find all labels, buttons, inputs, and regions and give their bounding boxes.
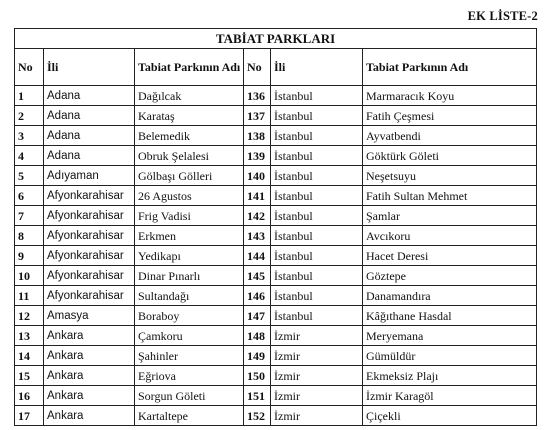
cell-park-name: Gölbaşı Gölleri: [135, 166, 244, 186]
cell-park-name-2: Marmaracık Koyu: [363, 86, 537, 106]
cell-park-name: Sultandağı: [135, 286, 244, 306]
cell-no-2: 139: [244, 146, 271, 166]
cell-ili: Ankara: [44, 346, 135, 366]
cell-ili-2: İstanbul: [271, 246, 363, 266]
table-row: [15, 106, 537, 126]
table-row: [15, 146, 537, 166]
cell-park-name: Dağılcak: [135, 86, 244, 106]
cell-ili: Ankara: [44, 386, 135, 406]
table-header-row: [15, 49, 537, 86]
cell-no: 10: [15, 266, 44, 286]
cell-ili: Amasya: [44, 306, 135, 326]
cell-ili: Adıyaman: [44, 166, 135, 186]
cell-no: 6: [15, 186, 44, 206]
cell-no-2: 142: [244, 206, 271, 226]
cell-park-name: Boraboy: [135, 306, 244, 326]
cell-park-name-2: Fatih Çeşmesi: [363, 106, 537, 126]
cell-no: 12: [15, 306, 44, 326]
cell-park-name-2: Gümüldür: [363, 346, 537, 366]
table-row: [15, 86, 537, 106]
cell-ili: Afyonkarahisar: [44, 286, 135, 306]
cell-ili-2: İzmir: [271, 386, 363, 406]
cell-no: 4: [15, 146, 44, 166]
cell-ili: Afyonkarahisar: [44, 266, 135, 286]
cell-no: 15: [15, 366, 44, 386]
cell-ili-2: İstanbul: [271, 206, 363, 226]
cell-no-2: 146: [244, 286, 271, 306]
cell-ili: Ankara: [44, 366, 135, 386]
cell-park-name-2: Avcıkoru: [363, 226, 537, 246]
table-row: [15, 366, 537, 386]
table-row: [15, 126, 537, 146]
cell-ili-2: İstanbul: [271, 86, 363, 106]
table-row: [15, 306, 537, 326]
cell-no-2: 150: [244, 366, 271, 386]
cell-park-name-2: Göztepe: [363, 266, 537, 286]
cell-no-2: 147: [244, 306, 271, 326]
cell-no: 9: [15, 246, 44, 266]
cell-park-name: Obruk Şelalesi: [135, 146, 244, 166]
cell-park-name-2: Hacet Deresi: [363, 246, 537, 266]
cell-no-2: 152: [244, 406, 271, 426]
table-title-row: [15, 29, 537, 49]
cell-ili: Adana: [44, 86, 135, 106]
cell-ili-2: İstanbul: [271, 266, 363, 286]
cell-ili-2: İstanbul: [271, 166, 363, 186]
cell-park-name: Sorgun Göleti: [135, 386, 244, 406]
cell-no-2: 145: [244, 266, 271, 286]
cell-ili-2: İstanbul: [271, 106, 363, 126]
header-ili-2: İli: [271, 49, 363, 86]
cell-park-name: Erkmen: [135, 226, 244, 246]
cell-park-name: Belemedik: [135, 126, 244, 146]
cell-ili: Afyonkarahisar: [44, 186, 135, 206]
cell-no-2: 138: [244, 126, 271, 146]
cell-no: 11: [15, 286, 44, 306]
table-row: [15, 166, 537, 186]
cell-no-2: 140: [244, 166, 271, 186]
cell-ili-2: İstanbul: [271, 126, 363, 146]
cell-no-2: 151: [244, 386, 271, 406]
cell-no: 2: [15, 106, 44, 126]
cell-no-2: 149: [244, 346, 271, 366]
cell-park-name-2: Ekmeksiz Plajı: [363, 366, 537, 386]
table-row: [15, 206, 537, 226]
nature-parks-table: [14, 28, 537, 426]
cell-no-2: 136: [244, 86, 271, 106]
cell-no: 17: [15, 406, 44, 426]
cell-ili: Ankara: [44, 406, 135, 426]
header-no-2: No: [244, 49, 271, 86]
cell-park-name: Eğriova: [135, 366, 244, 386]
cell-no: 1: [15, 86, 44, 106]
cell-ili-2: İzmir: [271, 326, 363, 346]
header-no: No: [15, 49, 44, 86]
cell-no: 16: [15, 386, 44, 406]
cell-ili-2: İstanbul: [271, 306, 363, 326]
header-park-name-2: Tabiat Parkının Adı: [363, 49, 537, 86]
cell-park-name-2: Göktürk Göleti: [363, 146, 537, 166]
table-row: [15, 246, 537, 266]
list-label: EK LİSTE-2: [467, 9, 538, 23]
cell-ili-2: İzmir: [271, 346, 363, 366]
cell-park-name-2: İzmir Karagöl: [363, 386, 537, 406]
cell-ili: Afyonkarahisar: [44, 226, 135, 246]
table-row: [15, 266, 537, 286]
table-row: [15, 406, 537, 426]
table-body: [15, 86, 537, 426]
cell-no-2: 141: [244, 186, 271, 206]
cell-park-name-2: Neşetsuyu: [363, 166, 537, 186]
cell-park-name: Dinar Pınarlı: [135, 266, 244, 286]
cell-ili-2: İstanbul: [271, 226, 363, 246]
cell-park-name-2: Danamandıra: [363, 286, 537, 306]
cell-no: 5: [15, 166, 44, 186]
cell-park-name-2: Fatih Sultan Mehmet: [363, 186, 537, 206]
cell-ili: Adana: [44, 126, 135, 146]
table-row: [15, 346, 537, 366]
cell-park-name-2: Kâğıthane Hasdal: [363, 306, 537, 326]
cell-park-name: Şahinler: [135, 346, 244, 366]
table-row: [15, 286, 537, 306]
cell-no: 7: [15, 206, 44, 226]
table-row: [15, 226, 537, 246]
cell-park-name: Kartaltepe: [135, 406, 244, 426]
table-row: [15, 186, 537, 206]
cell-park-name: Frig Vadisi: [135, 206, 244, 226]
cell-ili-2: İstanbul: [271, 286, 363, 306]
cell-park-name-2: Çiçekli: [363, 406, 537, 426]
cell-no: 8: [15, 226, 44, 246]
cell-ili: Adana: [44, 106, 135, 126]
cell-no-2: 148: [244, 326, 271, 346]
cell-ili-2: İstanbul: [271, 186, 363, 206]
cell-ili: Afyonkarahisar: [44, 206, 135, 226]
cell-park-name: Yedikapı: [135, 246, 244, 266]
cell-no: 13: [15, 326, 44, 346]
cell-park-name-2: Şamlar: [363, 206, 537, 226]
header-ili: İli: [44, 49, 135, 86]
cell-no-2: 137: [244, 106, 271, 126]
cell-park-name-2: Meryemana: [363, 326, 537, 346]
cell-ili: Afyonkarahisar: [44, 246, 135, 266]
cell-park-name: Karataş: [135, 106, 244, 126]
table-row: [15, 326, 537, 346]
cell-ili-2: İzmir: [271, 366, 363, 386]
cell-park-name: Çamkoru: [135, 326, 244, 346]
cell-park-name: 26 Agustos: [135, 186, 244, 206]
cell-ili-2: İzmir: [271, 406, 363, 426]
cell-no: 14: [15, 346, 44, 366]
cell-ili: Adana: [44, 146, 135, 166]
table-row: [15, 386, 537, 406]
cell-ili: Ankara: [44, 326, 135, 346]
cell-ili-2: İstanbul: [271, 146, 363, 166]
cell-no-2: 144: [244, 246, 271, 266]
cell-no-2: 143: [244, 226, 271, 246]
cell-park-name-2: Ayvatbendi: [363, 126, 537, 146]
cell-no: 3: [15, 126, 44, 146]
table-title: TABİAT PARKLARI: [15, 29, 537, 49]
header-park-name: Tabiat Parkının Adı: [135, 49, 244, 86]
